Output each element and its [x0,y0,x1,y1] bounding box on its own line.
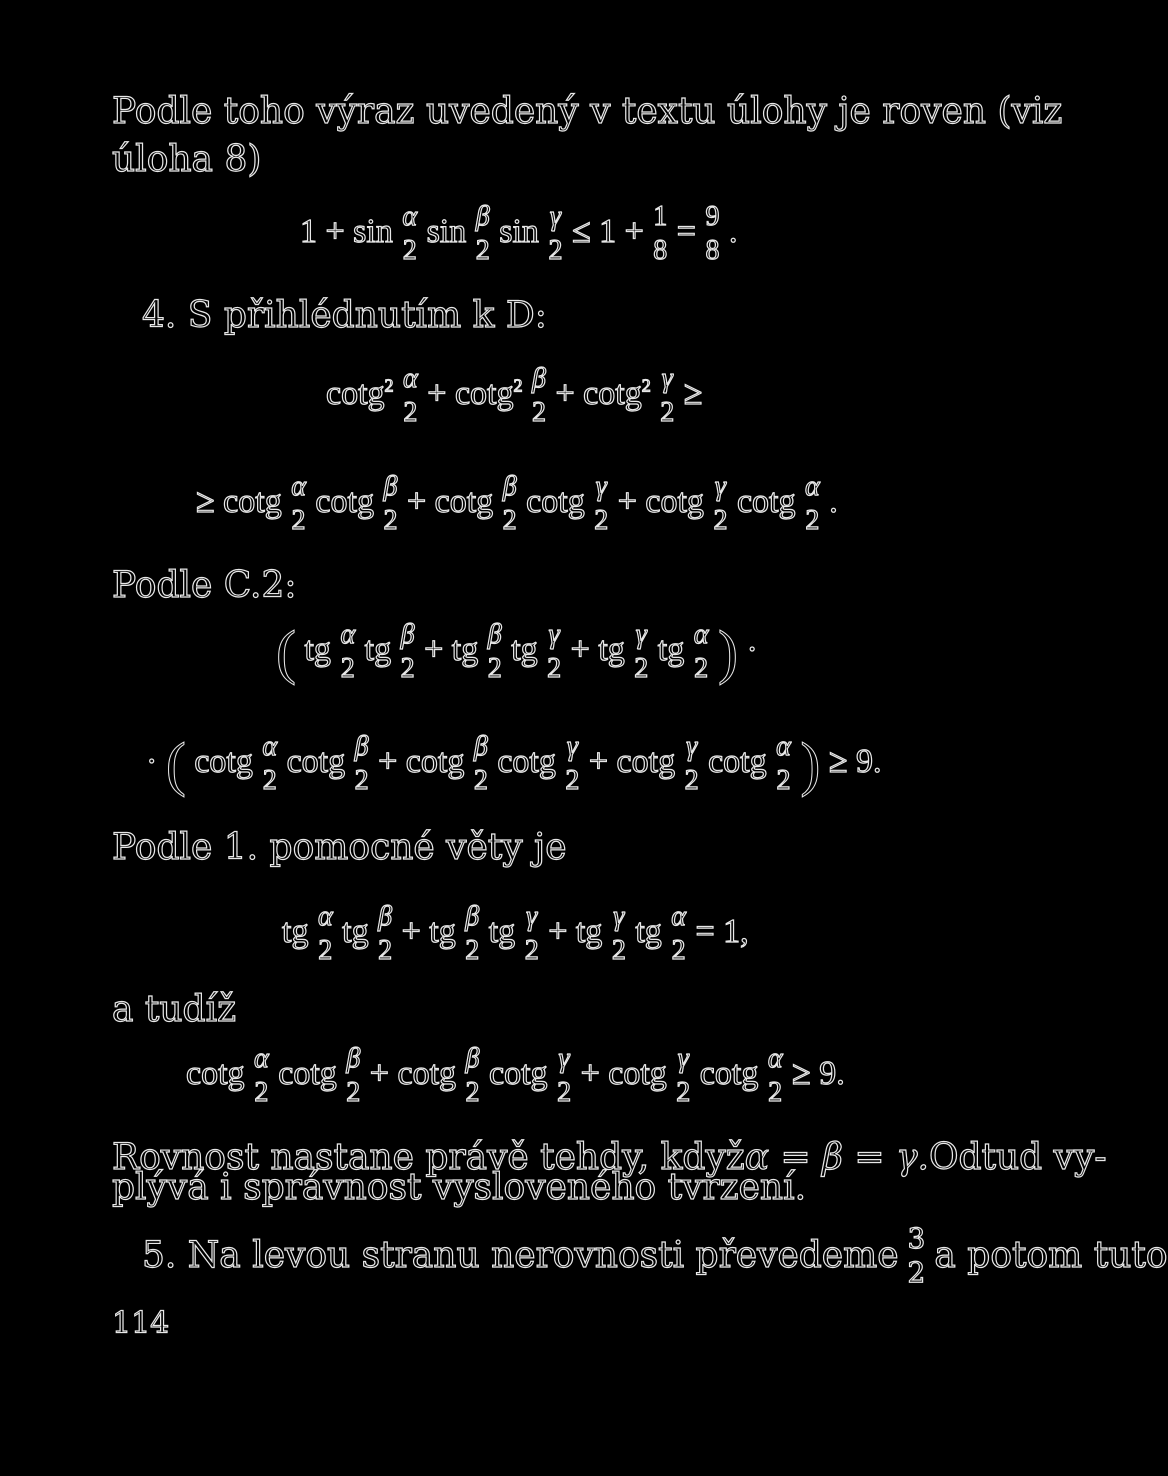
fraction: 9 8 [705,201,720,266]
equation-4: ( tg α 2 tg β 2 + tg β 2 tg γ 2 + tg γ 2 tg α 2 ) · [276,619,758,685]
fraction: γ 2 [611,901,626,966]
fraction: γ 2 [660,363,675,428]
fraction: γ 2 [713,471,728,536]
fraction: γ 2 [548,201,563,266]
fraction: γ 2 [557,1043,572,1108]
item-heading: 4. S přihlédnutím k D: [142,295,547,336]
equation-1 [300,200,737,268]
fraction: β 2 [473,731,488,796]
paragraph-line: Podle 1. pomocné věty je [112,827,567,868]
fraction: α 2 [340,619,356,684]
fraction: β 2 [487,619,502,684]
fraction: α 2 [262,731,278,796]
paragraph-line: a tudíž [112,989,237,1030]
fraction: β 2 [465,901,480,966]
fraction: α 2 [693,619,709,684]
paragraph-line: Podle C.2: [112,565,297,606]
equation-5: · ( cotg α 2 cotg β 2 + cotg β 2 cotg γ 2 + cotg γ 2 cotg α 2 ) ≥ 9. [146,731,882,797]
fraction: α 2 [403,363,418,428]
fraction: α 2 [671,901,686,966]
equation-text: . [728,212,738,250]
fraction: β 2 [354,731,369,796]
fraction: β 2 [378,901,393,966]
fraction: 1 8 [653,201,668,266]
fraction: γ 2 [524,901,539,966]
fraction: β 2 [531,363,546,428]
paragraph-line: plývá i správnost vysloveného tvrzení. [112,1167,807,1208]
item-heading: 5. Na levou stranu nerovnosti převedeme 3 2 a potom tuto [142,1222,1168,1289]
fraction: γ 2 [676,1043,691,1108]
fraction: β 2 [502,471,517,536]
fraction: γ 2 [634,619,649,684]
fraction: α 2 [767,1043,783,1108]
equation-text: 1 + sin [300,212,393,250]
fraction: α 2 [291,471,306,536]
fraction: α 2 [254,1043,269,1108]
equation-2: cotg$^2$ α 2 + cotg$^2$ β 2 + cotg$^2$ γ 2 ≥ [326,363,703,428]
fraction: β 2 [465,1043,480,1108]
fraction: γ 2 [594,471,609,536]
fraction: β 2 [383,471,398,536]
fraction: 3 2 [907,1222,926,1289]
paragraph-line: úloha 8) [112,139,262,180]
fraction: β 2 [400,619,415,684]
equation-text: ≤ 1 + [571,212,644,250]
equation-text: = [676,212,696,250]
equation-7: cotg α 2 cotg β 2 + cotg β 2 cotg γ 2 + cotg γ 2 cotg α 2 ≥ 9. [186,1043,845,1108]
fraction: γ 2 [684,731,699,796]
paragraph-line: Rovnost nastane právě tehdy, když α = β = γ. Odtud vy- [112,1137,1107,1178]
equation-text: sin [426,212,467,250]
fraction: α 2 [776,731,791,796]
equation-text: sin [499,212,539,250]
fraction: α 2 [317,901,333,966]
paragraph-line: Podle toho výraz uvedený v textu úlohy je roven (viz [112,91,1063,132]
page-number: 114 [112,1306,170,1341]
fraction: γ 2 [565,731,580,796]
equation-6: tg α 2 tg β 2 + tg β 2 tg γ 2 + tg γ 2 tg α 2 = 1, [282,901,749,966]
fraction: β 2 [475,201,490,266]
fraction: α 2 [402,201,418,266]
fraction: α 2 [804,471,820,536]
fraction: γ 2 [547,619,562,684]
equation-3: ≥ cotg α 2 cotg β 2 + cotg β 2 cotg γ 2 + cotg γ 2 cotg α 2 . [196,471,838,536]
fraction: β 2 [346,1043,361,1108]
